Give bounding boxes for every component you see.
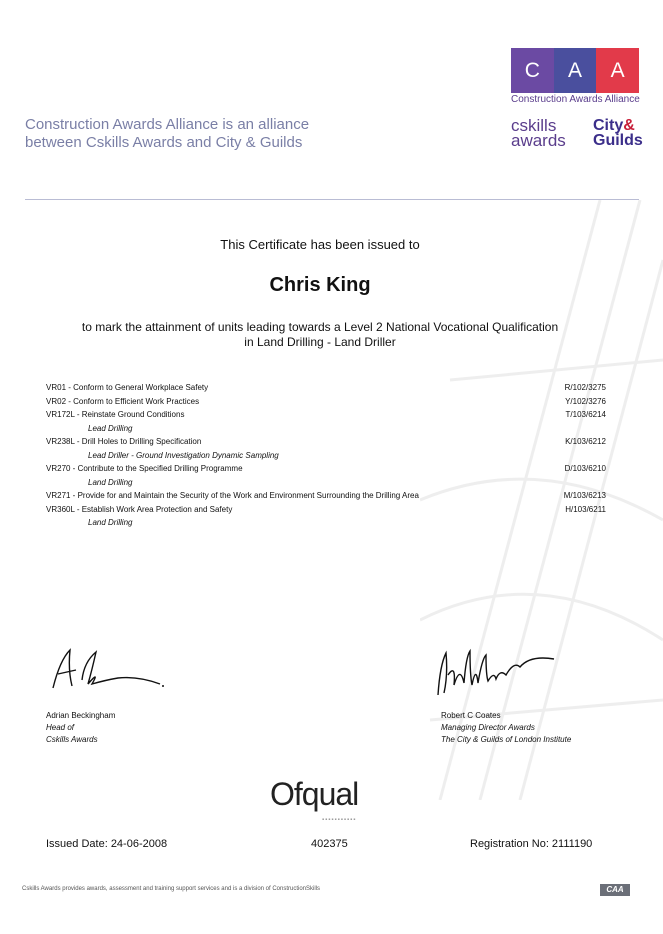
unit-row (46, 464, 606, 478)
attainment-line: to mark the attainment of units leading towards a Level 2 National Vocational Qualification (81, 320, 559, 334)
issued-date: Issued Date: 24-06-2008 (46, 838, 168, 850)
unit-row (46, 505, 606, 519)
ofqual-logo: Ofqual (270, 776, 359, 812)
unit-code: H/103/6211 (565, 504, 606, 514)
unit-row (46, 410, 606, 424)
unit-code: K/103/6212 (565, 437, 606, 446)
cskills-logo-line: awards (511, 131, 566, 150)
attainment-text (0, 320, 640, 350)
unit-title: VR02 - Conform to Efficient Work Practices (46, 396, 200, 406)
unit-title: VR238L - Drill Holes to Drilling Specification (46, 437, 202, 446)
signature-left (48, 640, 168, 700)
signatory-role: Managing Director Awards (441, 723, 535, 732)
city-guilds-logo-line: Guilds (593, 132, 643, 149)
unit-row (46, 397, 606, 411)
unit-code: R/102/3275 (564, 383, 606, 392)
units-list (46, 383, 606, 532)
caa-logo (511, 48, 639, 93)
unit-title: VR360L - Establish Work Area Protection and Safety (46, 504, 233, 514)
registration-number: Registration No: 2111190 (470, 838, 593, 850)
signature-right (434, 645, 564, 700)
unit-title: VR01 - Conform to General Workplace Safety (46, 383, 209, 392)
caa-logo-letter: A (596, 48, 639, 93)
unit-title: VR271 - Provide for and Maintain the Security of the Work and Environment Surrounding the Drilling Area (46, 491, 419, 500)
caa-logo-letter: C (511, 48, 554, 93)
alliance-line: between Cskills Awards and City & Guilds (25, 134, 303, 151)
unit-code: Y/102/3276 (565, 396, 606, 406)
footer-fineprint: Cskills Awards provides awards, assessment and training support services and is a division of ConstructionSkills (22, 886, 321, 892)
recipient-name: Chris King (269, 274, 371, 296)
signatory-name: Adrian Beckingham (46, 711, 116, 720)
signatory-role: The City & Guilds of London Institute (441, 735, 572, 744)
signatory-left (46, 710, 115, 746)
header-divider (25, 199, 639, 200)
ofqual-logo-dots: ▪▪▪▪▪▪▪▪▪▪▪ (322, 817, 357, 823)
unit-code: M/103/6213 (563, 491, 606, 500)
caa-logo-letter: A (554, 48, 597, 93)
certificate-number: 402375 (311, 838, 348, 850)
unit-pathway: Lead Driller - Ground Investigation Dynamic Sampling (88, 450, 279, 460)
caa-logo-subtitle: Construction Awards Alliance (511, 94, 640, 105)
signatory-role: Cskills Awards (46, 735, 98, 744)
signatory-right (441, 710, 571, 746)
unit-title: VR270 - Contribute to the Specified Drilling Programme (46, 464, 243, 473)
cskills-awards-logo (511, 118, 566, 148)
signatory-role: Head of (46, 723, 75, 732)
issued-to-text: This Certificate has been issued to (220, 237, 420, 252)
unit-pathway: Land Drilling (88, 518, 133, 527)
city-guilds-logo-amp: & (623, 117, 635, 134)
unit-pathway: Lead Drilling (88, 423, 133, 433)
unit-title: VR172L - Reinstate Ground Conditions (46, 410, 185, 419)
unit-row (46, 491, 606, 505)
attainment-line: in Land Drilling - Land Driller (244, 335, 396, 349)
unit-pathway: Land Drilling (88, 477, 133, 487)
city-guilds-logo-line: City (593, 117, 624, 134)
alliance-line: Construction Awards Alliance is an alliance (25, 116, 310, 133)
footer-caa-logo: CAA (600, 884, 630, 896)
unit-row (46, 437, 606, 451)
unit-code: D/103/6210 (564, 464, 606, 473)
unit-row (46, 383, 606, 397)
alliance-statement (25, 116, 309, 152)
city-and-guilds-logo (593, 118, 643, 148)
signatory-name: Robert C Coates (441, 711, 501, 720)
unit-code: T/103/6214 (565, 410, 606, 419)
cskills-logo-line: cskills (511, 116, 557, 135)
